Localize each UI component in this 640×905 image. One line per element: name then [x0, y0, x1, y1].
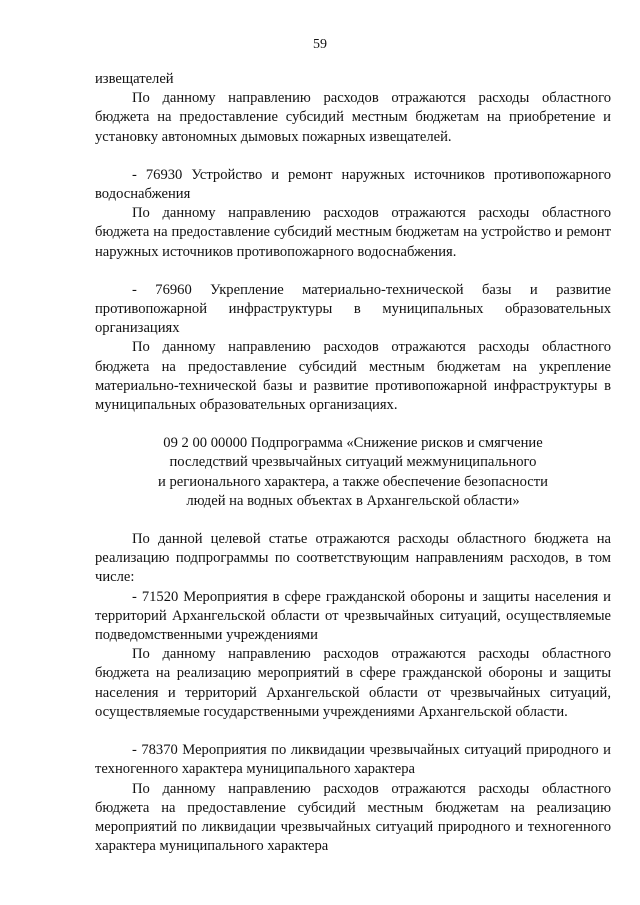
section-heading	[95, 434, 611, 511]
paragraph-spacer	[95, 722, 611, 741]
paragraph: - 76930 Устройство и ремонт наружных источников противопожарного водоснабжения	[95, 166, 611, 203]
page-number: 59	[313, 37, 327, 52]
section-heading-line: людей на водных объектах в Архангельской области»	[186, 492, 520, 509]
paragraph: По данному направлению расходов отражаются расходы областного бюджета на предоставление субсидий местным бюджетам на укрепление материально-технической базы и развитие противопожарной инфраструктуры в муниципальных образовательных организациях.	[95, 339, 611, 414]
section-heading-line: 09 2 00 00000 Подпрограмма «Снижение рисков и смягчение	[163, 435, 543, 452]
paragraph: По данному направлению расходов отражаются расходы областного бюджета на предоставление субсидий местным бюджетам на реализацию мероприятий по ликвидации чрезвычайных ситуаций природного и техногенного характера муниципального характера	[95, 780, 611, 855]
paragraph: По данной целевой статье отражаются расходы областного бюджета на реализацию подпрограммы по соответствующим направлениям расходов, в том числе:	[95, 531, 611, 586]
paragraph: - 76960 Укрепление материально-технической базы и развитие противопожарной инфраструктуры в муниципальных образовательных организациях	[95, 281, 611, 337]
paragraph: извещателей	[95, 71, 174, 87]
paragraph: По данному направлению расходов отражаются расходы областного бюджета на реализацию мероприятий в сфере гражданской обороны и защиты населения и территорий Архангельской области от чрезвычайных ситуаций, осуществляемые государственными учреждениями Архангельской области.	[95, 646, 611, 720]
paragraph-spacer	[95, 147, 611, 166]
paragraph-spacer	[95, 511, 611, 530]
paragraph: По данному направлению расходов отражаются расходы областного бюджета на предоставление субсидий местным бюджетам на приобретение и установку автономных дымовых пожарных извещателей.	[95, 90, 611, 145]
section-heading-line: последствий чрезвычайных ситуаций межмуниципального	[169, 454, 537, 471]
paragraph-spacer	[95, 415, 611, 434]
paragraph: - 78370 Мероприятия по ликвидации чрезвычайных ситуаций природного и техногенного характера муниципального характера	[95, 742, 611, 778]
paragraph: По данному направлению расходов отражаются расходы областного бюджета на предоставление субсидий местным бюджетам на устройство и ремонт наружных источников противопожарного водоснабжения.	[95, 205, 611, 260]
paragraph: - 71520 Мероприятия в сфере гражданской обороны и защиты населения и территорий Архангельской области от чрезвычайных ситуаций, осуществляемые подведомственными учреждениями	[95, 588, 611, 644]
section-heading-line: и регионального характера, а также обеспечение безопасности	[158, 473, 548, 490]
document-body	[95, 70, 611, 856]
paragraph-spacer	[95, 262, 611, 281]
